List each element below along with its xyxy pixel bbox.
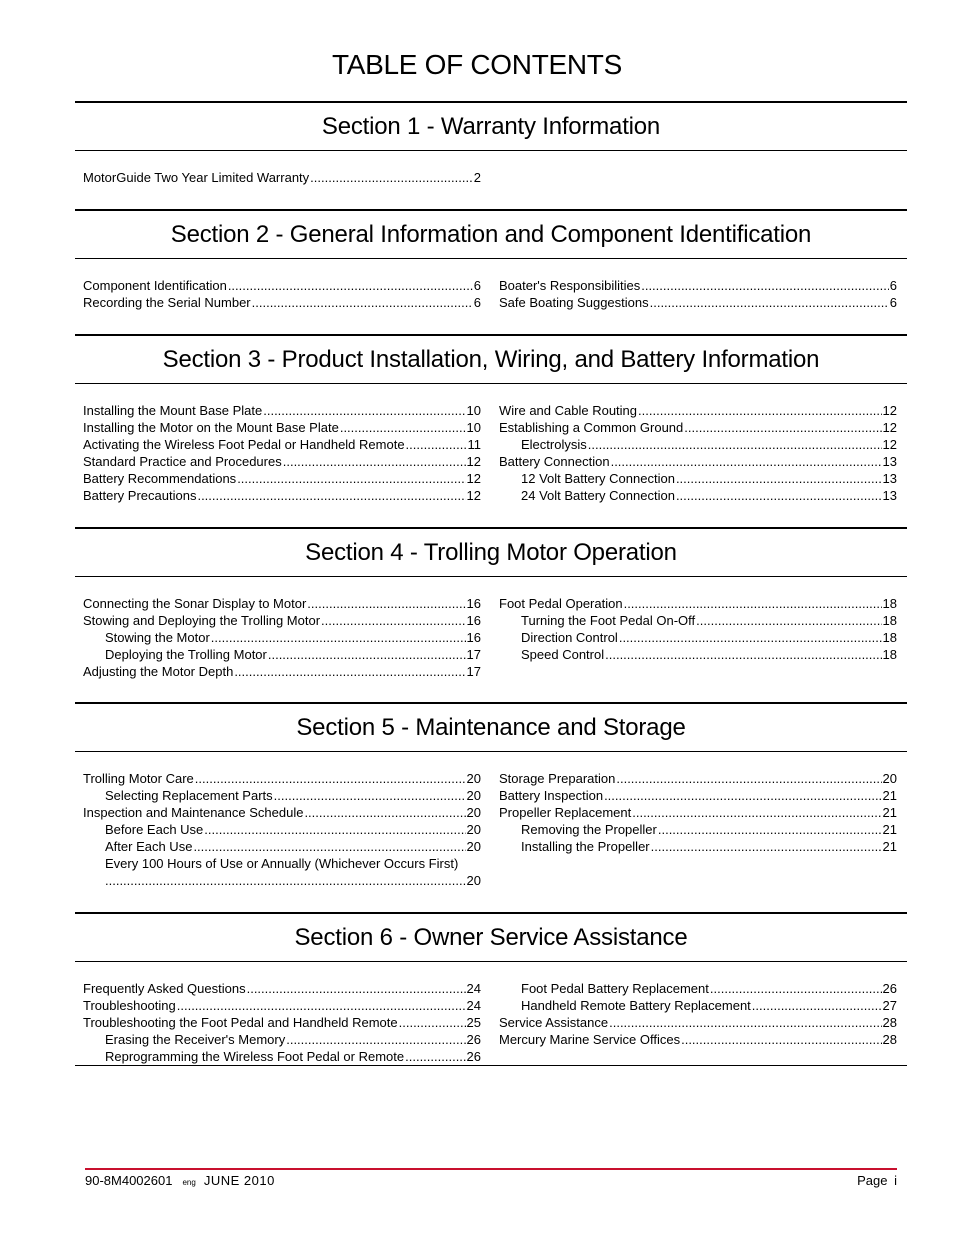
dot-leader [632, 804, 881, 821]
toc-entry-label: Propeller Replacement [499, 805, 632, 820]
toc-entry-page: 16 [466, 596, 481, 611]
toc-entry-label: Frequently Asked Questions [83, 981, 246, 996]
dot-leader [195, 770, 466, 787]
toc-entry-page: 12 [466, 488, 481, 503]
dot-leader [611, 453, 882, 470]
toc-entry[interactable] [83, 1014, 481, 1031]
dot-leader [406, 436, 467, 453]
toc-entry-page: 20 [466, 805, 481, 820]
toc-entry-label: Direction Control [521, 630, 618, 645]
language-code: eng [182, 1178, 196, 1187]
dot-leader [204, 821, 465, 838]
dot-leader [676, 487, 882, 504]
toc-entry[interactable] [83, 277, 481, 294]
toc-entry[interactable] [499, 419, 897, 436]
section-entries [75, 962, 907, 1065]
toc-entry-label: Battery Inspection [499, 788, 604, 803]
dot-leader [228, 277, 473, 294]
toc-entry-page: 13 [882, 454, 897, 469]
toc-entry-label: Establishing a Common Ground [499, 420, 684, 435]
toc-entry-label: Erasing the Receiver's Memory [105, 1032, 286, 1047]
toc-entry[interactable] [83, 1031, 481, 1048]
toc-entry-label: Component Identification [83, 278, 227, 293]
toc-entry-page: 20 [466, 873, 481, 888]
section-heading: Section 6 - Owner Service Assistance [75, 912, 907, 962]
page-title: TABLE OF CONTENTS [332, 49, 622, 80]
toc-entry[interactable] [83, 855, 481, 889]
toc-column-right [499, 402, 897, 504]
toc-entry-label: Adjusting the Motor Depth [83, 664, 234, 679]
toc-entry-page: 26 [466, 1049, 481, 1064]
section-entries [75, 151, 907, 186]
toc-entry[interactable] [83, 804, 481, 821]
dot-leader [252, 294, 473, 311]
dot-leader [638, 402, 882, 419]
dot-leader [340, 419, 466, 436]
dot-leader [286, 1031, 465, 1048]
toc-entry[interactable] [499, 402, 897, 419]
toc-entry[interactable] [83, 294, 481, 311]
toc-entry-label: Troubleshooting [83, 998, 176, 1013]
toc-entry[interactable] [499, 1031, 897, 1048]
toc-entry[interactable] [83, 612, 481, 629]
dot-leader [237, 470, 465, 487]
section-heading: Section 3 - Product Installation, Wiring, and Battery Information [75, 334, 907, 384]
toc-entry-label: 12 Volt Battery Connection [521, 471, 675, 486]
dot-leader [641, 277, 889, 294]
dot-leader [605, 646, 881, 663]
section-5 [75, 702, 907, 889]
toc-entry-page: 28 [882, 1032, 897, 1047]
toc-entry-label: Battery Connection [499, 454, 610, 469]
toc-entry-label: Trolling Motor Care [83, 771, 194, 786]
toc-entry-label: Every 100 Hours of Use or Annually (Whichever Occurs First) [105, 856, 459, 871]
toc-entry-page: 25 [466, 1015, 481, 1030]
toc-entry-page: 21 [882, 805, 897, 820]
toc-entry[interactable] [83, 980, 481, 997]
dot-leader [268, 646, 466, 663]
toc-entry[interactable] [83, 629, 481, 646]
toc-entry-label: Standard Practice and Procedures [83, 454, 282, 469]
toc-entry-page: 24 [466, 998, 481, 1013]
toc-entry-page: 16 [466, 630, 481, 645]
page-footer [85, 1173, 897, 1191]
toc-entry[interactable] [83, 402, 481, 419]
toc-entry[interactable] [499, 294, 897, 311]
section-heading: Section 4 - Trolling Motor Operation [75, 527, 907, 577]
section-entries [75, 259, 907, 311]
dot-leader [399, 1014, 466, 1031]
toc-entry-label: MotorGuide Two Year Limited Warranty [83, 170, 310, 185]
section-heading: Section 1 - Warranty Information [75, 101, 907, 151]
toc-entry-label: Inspection and Maintenance Schedule [83, 805, 304, 820]
dot-leader [310, 169, 473, 186]
toc-entry-page: 12 [466, 454, 481, 469]
toc-entry-page: 27 [882, 998, 897, 1013]
toc-entry-page: 6 [473, 295, 481, 310]
dot-leader [676, 470, 882, 487]
dot-leader [274, 787, 466, 804]
dot-leader [684, 419, 881, 436]
toc-entry-label: Connecting the Sonar Display to Motor [83, 596, 307, 611]
toc-entry-page: 10 [466, 420, 481, 435]
toc-entry[interactable] [499, 453, 897, 470]
dot-leader [177, 997, 466, 1014]
section-entries [75, 577, 907, 680]
toc-entry-label: Stowing and Deploying the Trolling Motor [83, 613, 321, 628]
toc-column-left [83, 595, 481, 680]
toc-entry-page: 20 [466, 839, 481, 854]
toc-entry-label: Boater's Responsibilities [499, 278, 641, 293]
dot-leader [193, 838, 465, 855]
toc-entry-label: Before Each Use [105, 822, 204, 837]
dot-leader [234, 663, 465, 680]
toc-entry-page: 26 [882, 981, 897, 996]
toc-entry-page: 6 [889, 295, 897, 310]
toc-entry[interactable] [83, 663, 481, 680]
toc-entry-label: Wire and Cable Routing [499, 403, 638, 418]
footer-rule [85, 1168, 897, 1170]
toc-column-right [499, 277, 897, 311]
toc-entry-label: Stowing the Motor [105, 630, 210, 645]
dot-leader [658, 821, 882, 838]
toc-entry-page: 28 [882, 1015, 897, 1030]
toc-entry-label: Troubleshooting the Foot Pedal and Handheld Remote [83, 1015, 398, 1030]
page-number: Page i [857, 1173, 897, 1188]
toc-entry[interactable] [499, 770, 897, 787]
toc-entry[interactable] [499, 997, 897, 1014]
dot-leader [604, 787, 881, 804]
dot-leader [197, 487, 465, 504]
toc-entry[interactable] [499, 838, 897, 855]
toc-entry[interactable] [83, 436, 481, 453]
toc-entry[interactable] [499, 277, 897, 294]
toc-entry[interactable] [83, 838, 481, 855]
dot-leader [619, 629, 882, 646]
toc-entry[interactable] [499, 646, 897, 663]
dot-leader [321, 612, 466, 629]
toc-entry[interactable] [83, 169, 481, 186]
toc-entry-page: 20 [466, 788, 481, 803]
toc-entry[interactable] [83, 595, 481, 612]
toc-entry[interactable] [83, 453, 481, 470]
toc-entry[interactable] [83, 470, 481, 487]
toc-entry-label: Foot Pedal Battery Replacement [521, 981, 709, 996]
toc-entry-page: 20 [882, 771, 897, 786]
toc-entry-page: 6 [889, 278, 897, 293]
dot-leader [283, 453, 466, 470]
section-6-bottom-rule [75, 1065, 907, 1066]
toc-entry-label: Battery Recommendations [83, 471, 237, 486]
toc-entry-page: 16 [466, 613, 481, 628]
toc-entry-label: Installing the Motor on the Mount Base Plate [83, 420, 339, 435]
dot-leader [105, 872, 467, 889]
toc-entry-page: 20 [466, 771, 481, 786]
toc-entry[interactable] [83, 770, 481, 787]
dot-leader [650, 294, 889, 311]
section-1 [75, 101, 907, 186]
toc-column-right [499, 980, 897, 1065]
toc-entry[interactable] [83, 1048, 481, 1065]
toc-entry-page: 24 [466, 981, 481, 996]
section-2 [75, 209, 907, 311]
toc-column-left [83, 277, 481, 311]
toc-entry-label: Foot Pedal Operation [499, 596, 623, 611]
toc-entry-page: 2 [473, 170, 481, 185]
toc-entry-label: Installing the Mount Base Plate [83, 403, 263, 418]
toc-entry[interactable] [83, 419, 481, 436]
toc-entry-label: Mercury Marine Service Offices [499, 1032, 681, 1047]
toc-entry-page: 12 [882, 420, 897, 435]
toc-entry[interactable] [499, 804, 897, 821]
dot-leader [588, 436, 882, 453]
toc-entry[interactable] [499, 1014, 897, 1031]
toc-entry-page: 17 [466, 647, 481, 662]
toc-column-left [83, 770, 481, 889]
toc-entry-page: 13 [882, 471, 897, 486]
dot-leader [307, 595, 465, 612]
section-6 [75, 912, 907, 1065]
toc-entry[interactable] [83, 787, 481, 804]
toc-entry[interactable] [499, 612, 897, 629]
toc-entry[interactable] [499, 980, 897, 997]
toc-column-right [499, 595, 897, 680]
toc-entry-page: 13 [882, 488, 897, 503]
section-heading: Section 2 - General Information and Component Identification [75, 209, 907, 259]
toc-entry-label: Selecting Replacement Parts [105, 788, 273, 803]
publication-date: JUNE 2010 [203, 1173, 275, 1188]
toc-entry[interactable] [499, 629, 897, 646]
dot-leader [616, 770, 881, 787]
toc-entry-label: Turning the Foot Pedal On-Off [521, 613, 696, 628]
toc-entry[interactable] [83, 821, 481, 838]
document-number: 90-8M4002601 [85, 1173, 173, 1188]
toc-entry-page: 12 [466, 471, 481, 486]
toc-entry-page: 21 [882, 822, 897, 837]
toc-entry-page: 18 [882, 647, 897, 662]
section-4 [75, 527, 907, 680]
toc-entry-label: Electrolysis [521, 437, 587, 452]
dot-leader [247, 980, 466, 997]
toc-entry-label: Safe Boating Suggestions [499, 295, 649, 310]
toc-entry-label: Deploying the Trolling Motor [105, 647, 267, 662]
toc-entry-label: Reprogramming the Wireless Foot Pedal or Remote [105, 1049, 405, 1064]
toc-entry-page: 12 [882, 403, 897, 418]
toc-entry-label: Recording the Serial Number [83, 295, 251, 310]
toc-column-left [83, 169, 481, 186]
toc-entry-page: 10 [466, 403, 481, 418]
toc-entry-page: 12 [882, 437, 897, 452]
toc-entry[interactable] [83, 646, 481, 663]
section-entries [75, 752, 907, 889]
toc-entry-label: Activating the Wireless Foot Pedal or Handheld Remote [83, 437, 405, 452]
toc-entry-label: 24 Volt Battery Connection [521, 488, 675, 503]
section-3 [75, 334, 907, 504]
dot-leader [211, 629, 466, 646]
toc-entry[interactable] [499, 436, 897, 453]
toc-entry-page: 18 [882, 596, 897, 611]
dot-leader [752, 997, 882, 1014]
dot-leader [624, 595, 882, 612]
toc-entry-label: Removing the Propeller [521, 822, 657, 837]
toc-entry[interactable] [499, 821, 897, 838]
dot-leader [696, 612, 881, 629]
toc-entry-page: 18 [882, 613, 897, 628]
section-heading: Section 5 - Maintenance and Storage [75, 702, 907, 752]
toc-entry-label: Handheld Remote Battery Replacement [521, 998, 751, 1013]
dot-leader [304, 804, 465, 821]
toc-entry-page: 21 [882, 839, 897, 854]
toc-column-left [83, 402, 481, 504]
toc-column-left [83, 980, 481, 1065]
toc-entry-label: Battery Precautions [83, 488, 197, 503]
toc-entry[interactable] [499, 595, 897, 612]
toc-entry-page: 6 [473, 278, 481, 293]
toc-entry[interactable] [499, 787, 897, 804]
toc-entry-label: Service Assistance [499, 1015, 609, 1030]
section-entries [75, 384, 907, 504]
dot-leader [263, 402, 465, 419]
toc-entry-page: 18 [882, 630, 897, 645]
dot-leader [651, 838, 882, 855]
toc-entry-label: Storage Preparation [499, 771, 616, 786]
toc-column-right [499, 169, 897, 186]
toc-entry[interactable] [499, 487, 897, 504]
dot-leader [710, 980, 882, 997]
dot-leader [405, 1048, 465, 1065]
toc-entry-label: Speed Control [521, 647, 605, 662]
toc-entry-page: 17 [466, 664, 481, 679]
dot-leader [681, 1031, 881, 1048]
toc-entry-page: 20 [466, 822, 481, 837]
toc-column-right [499, 770, 897, 889]
toc-entry[interactable] [499, 470, 897, 487]
toc-entry-label: After Each Use [105, 839, 193, 854]
toc-entry-page: 21 [882, 788, 897, 803]
toc-entry-page: 26 [466, 1032, 481, 1047]
toc-entry[interactable] [83, 997, 481, 1014]
dot-leader [609, 1014, 881, 1031]
toc-entry-label: Installing the Propeller [521, 839, 650, 854]
toc-entry-page: 11 [467, 437, 481, 452]
toc-entry[interactable] [83, 487, 481, 504]
